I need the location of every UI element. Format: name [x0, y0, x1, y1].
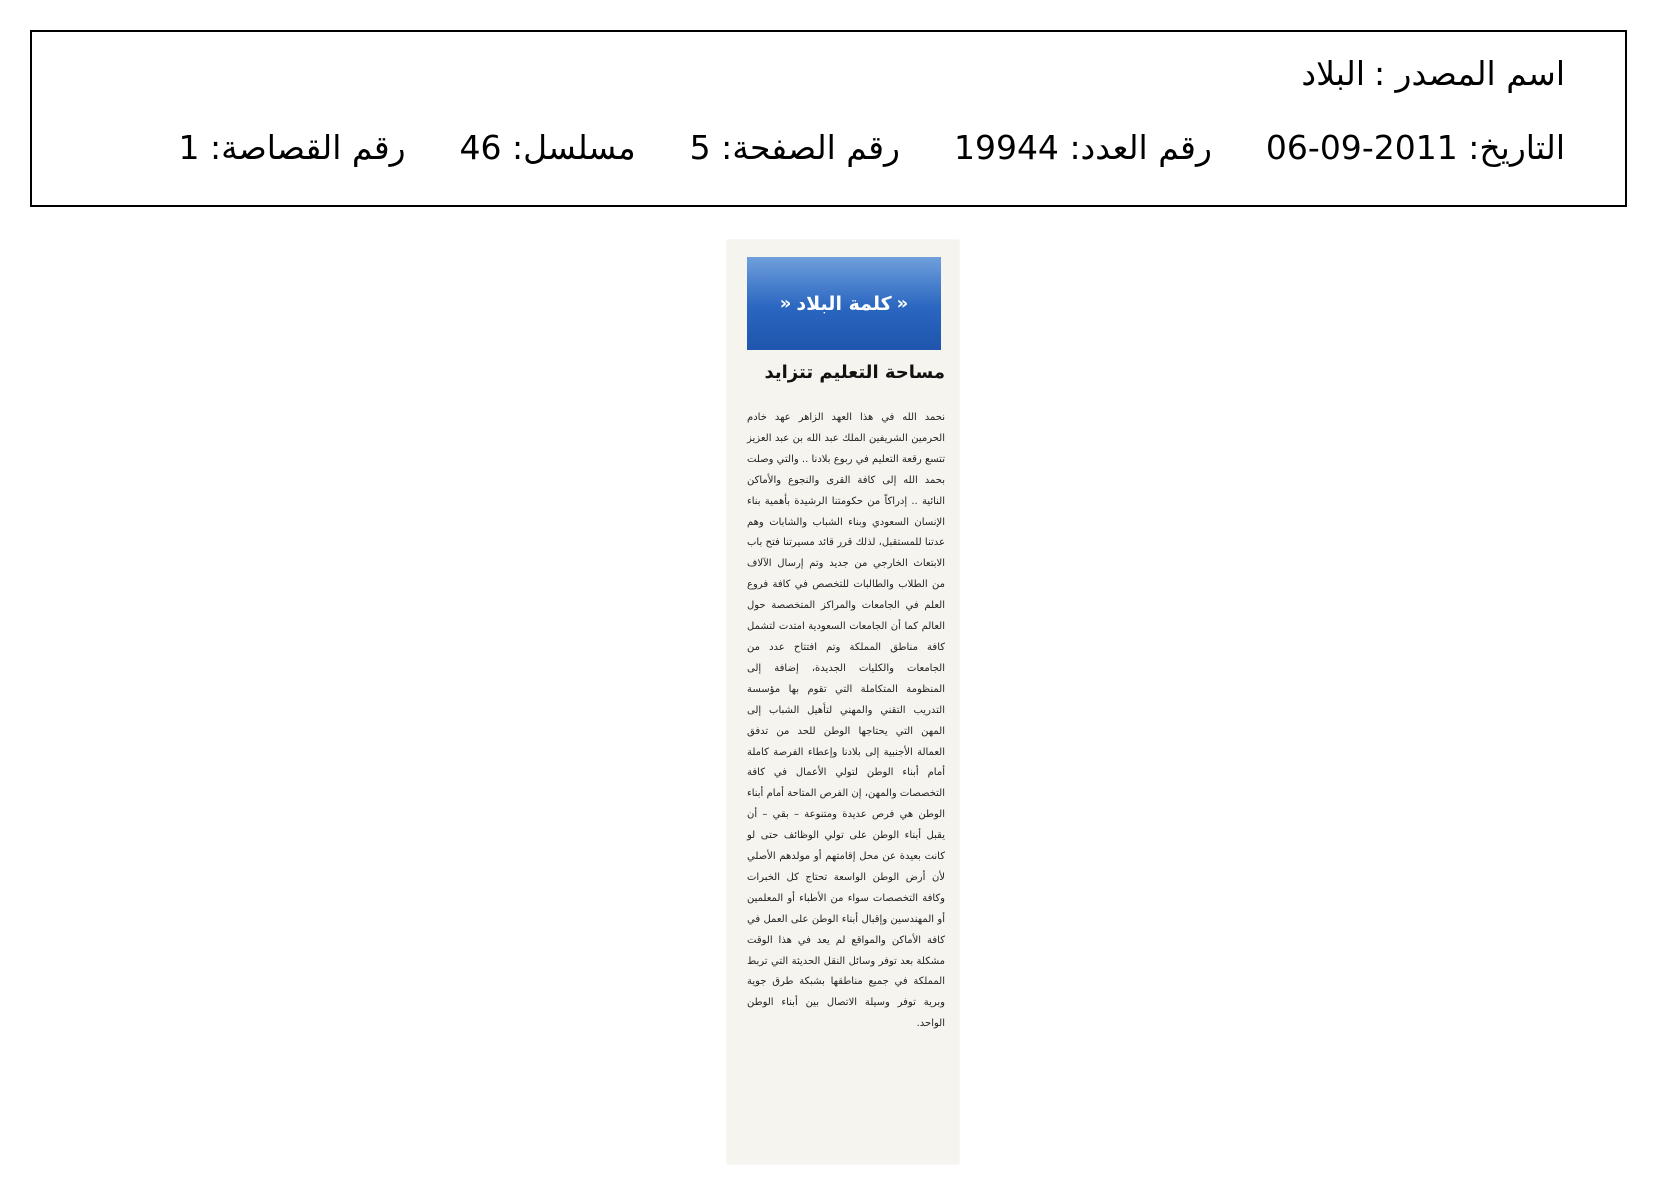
serial-label: مسلسل:: [512, 128, 636, 167]
source-row: [1301, 54, 1565, 94]
quote-close-icon: «: [779, 293, 792, 314]
clip-label: رقم القصاصة:: [209, 128, 406, 167]
serial-value: 46: [459, 128, 502, 167]
source-value: البلاد: [1301, 54, 1365, 93]
issue-field: [954, 128, 1212, 168]
column-banner: [747, 257, 941, 350]
source-label: اسم المصدر :: [1373, 54, 1565, 93]
date-label: التاريخ:: [1468, 128, 1565, 167]
issue-label: رقم العدد:: [1069, 128, 1212, 167]
quote-open-icon: «: [896, 293, 909, 314]
page-value: 5: [689, 128, 711, 167]
date-field: [1266, 128, 1565, 168]
article-headline: مساحة التعليم تتزايد: [764, 362, 945, 383]
newspaper-clipping: [727, 240, 959, 1164]
article-body: نحمد الله في هذا العهد الزاهر عهد خادم الحرمين الشريفين الملك عبد الله بن عبد العزيز تتسع رقعة التعليم في ربوع بلادنا .. والتي وصلت بحمد الله إلى كافة القرى والنجوع والأماكن النائية .. إدراكاً من حكومتنا الرشيدة بأهمية بناء الإنسان السعودي وبناء الشباب والشابات وهم عدتنا للمستقبل، لذلك قرر قائد مسيرتنا فتح باب الابتعاث الخارجي من جديد وتم إرسال الآلاف من الطلاب والطالبات للتخصص في كافة فروع العلم في الجامعات والمراكز المتخصصة حول العالم كما أن الجامعات السعودية امتدت لتشمل كافة مناطق المملكة وتم افتتاح عدد من الجامعات والكليات الجديدة، إضافة إلى المنظومة المتكاملة التي تقوم بها مؤسسة التدريب التقني والمهني لتأهيل الشباب إلى المهن التي يحتاجها الوطن للحد من تدفق العمالة الأجنبية إلى بلادنا وإعطاء الفرصة كاملة أمام أبناء الوطن لتولي الأعمال في كافة التخصصات والمهن، إن الفرص المتاحة أمام أبناء الوطن هي فرص عديدة ومتنوعة – بقي – أن يقبل أبناء الوطن على تولي الوظائف حتى لو كانت بعيدة عن محل إقامتهم أو مولدهم الأصلي لأن أرض الوطن الواسعة تحتاج كل الخبرات وكافة التخصصات سواء من الأطباء أو المعلمين أو المهندسين وإقبال أبناء الوطن على العمل في كافة الأماكن والمواقع لم يعد في هذا الوقت مشكلة بعد توفر وسائل النقل الحديثة التي تربط المملكة في جميع مناطقها بشبكة طرق جوية وبرية توفر وسيلة الاتصال بين أبناء الوطن الواحد.: [747, 412, 945, 1030]
banner-title: كلمة البلاد: [796, 292, 892, 315]
source-info-box: [30, 30, 1627, 207]
page-field: [690, 128, 900, 168]
clip-value: 1: [178, 128, 200, 167]
clip-field: [178, 128, 405, 168]
issue-value: 19944: [953, 128, 1059, 167]
serial-field: [460, 128, 636, 168]
page-label: رقم الصفحة:: [721, 128, 900, 167]
date-value: 2011-09-06: [1265, 128, 1458, 167]
metadata-row: [178, 128, 1565, 168]
